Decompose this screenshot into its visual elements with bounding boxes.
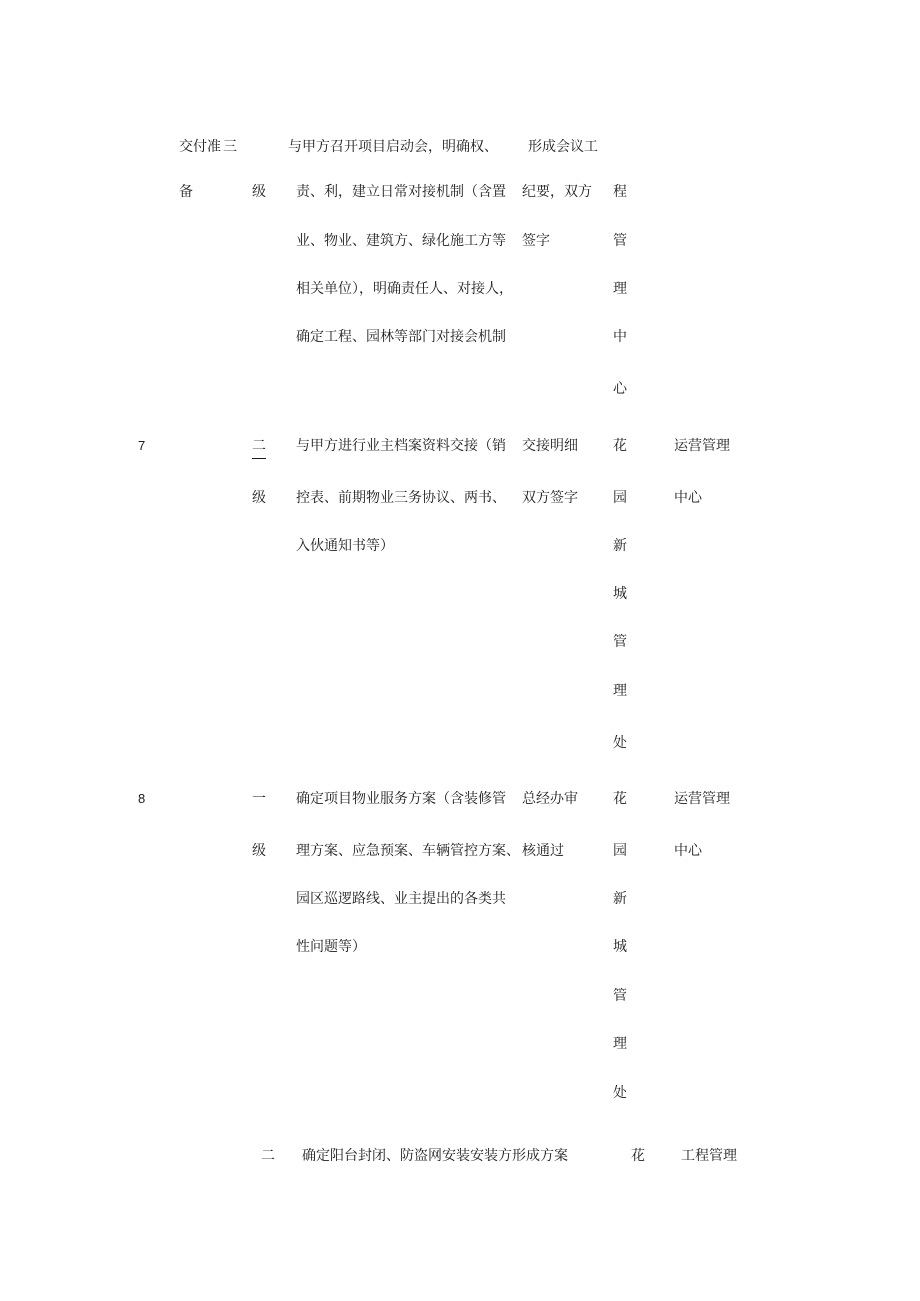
content-line-3: 入伙通知书等） xyxy=(296,538,394,554)
dept-char-7: 处 xyxy=(613,735,627,751)
content-line-5: 确定工程、园林等部门对接会机制 xyxy=(296,329,506,345)
dept-char-6: 理 xyxy=(613,1036,627,1052)
content-line-1: 与甲方召开项目启动会，明确权、 xyxy=(288,139,498,155)
level-char-2: 级 xyxy=(252,490,266,506)
dept-char-4: 中 xyxy=(613,329,627,345)
level-char-2: 级 xyxy=(252,184,266,200)
content-line-1: 确定阳台封闭、防盗网安装安装方形成方案 xyxy=(302,1148,568,1164)
owner-line-1: 工程管理 xyxy=(681,1148,737,1164)
dept-char-1: 花 xyxy=(613,438,627,454)
dept-char-5: 管 xyxy=(613,634,627,650)
dept-char-2: 园 xyxy=(613,843,627,859)
owner-line-2: 中心 xyxy=(674,843,702,859)
output-line-1: 总经办审 xyxy=(522,791,578,807)
dept-char-3: 新 xyxy=(613,891,627,907)
dept-char-5: 心 xyxy=(613,381,627,397)
dept-char-2: 管 xyxy=(613,233,627,249)
content-line-4: 性问题等） xyxy=(296,939,366,955)
content-line-2: 控表、前期物业三务协议、两书、 xyxy=(296,490,506,506)
dept-char-3: 新 xyxy=(613,538,627,554)
output-line-3: 签字 xyxy=(522,233,550,249)
output-line-2: 双方签字 xyxy=(522,490,578,506)
content-line-1: 与甲方进行业主档案资料交接（销 xyxy=(296,438,506,454)
output-line-1: 形成会议工 xyxy=(528,139,598,155)
level-char: 二 xyxy=(261,1148,275,1164)
owner-line-2: 中心 xyxy=(674,490,702,506)
row-number: 8 xyxy=(138,791,146,806)
category-line-1: 交付准 xyxy=(179,139,221,155)
level-char-2: 级 xyxy=(252,843,266,859)
content-line-3: 业、物业、建筑方、绿化施工方等 xyxy=(296,233,506,249)
dept-char-1: 程 xyxy=(613,184,627,200)
dept-char-4: 城 xyxy=(613,939,627,955)
dept-char-2: 园 xyxy=(613,490,627,506)
owner-line-1: 运营管理 xyxy=(674,438,730,454)
level-char-1: 二 xyxy=(252,438,266,454)
output-line-2: 核通过 xyxy=(522,843,564,859)
dept-char-6: 理 xyxy=(613,683,627,699)
output-line-2: 纪要，双方 xyxy=(522,184,592,200)
output-line-1: 交接明细 xyxy=(522,438,578,454)
content-line-4: 相关单位），明确责任人、对接人， xyxy=(296,281,513,297)
content-line-1: 确定项目物业服务方案（含装修管 xyxy=(296,791,506,807)
owner-line-1: 运营管理 xyxy=(674,791,730,807)
level-char-1: 一 xyxy=(252,791,266,807)
dept-char-7: 处 xyxy=(613,1085,627,1101)
dept-char-4: 城 xyxy=(613,586,627,602)
dept-char-1: 花 xyxy=(613,791,627,807)
content-line-2: 责、利，建立日常对接机制（含置 xyxy=(296,184,506,200)
row-number: 7 xyxy=(138,438,146,453)
content-line-2: 理方案、应急预案、车辆管控方案、 xyxy=(296,843,520,859)
content-line-3: 园区巡逻路线、业主提出的各类共 xyxy=(296,891,506,907)
level-underline xyxy=(252,458,266,459)
dept-char-1: 花 xyxy=(631,1148,645,1164)
dept-char-5: 管 xyxy=(613,988,627,1004)
dept-char-3: 理 xyxy=(613,281,627,297)
level-char-1: 三 xyxy=(223,139,237,155)
category-line-2: 备 xyxy=(179,184,193,200)
